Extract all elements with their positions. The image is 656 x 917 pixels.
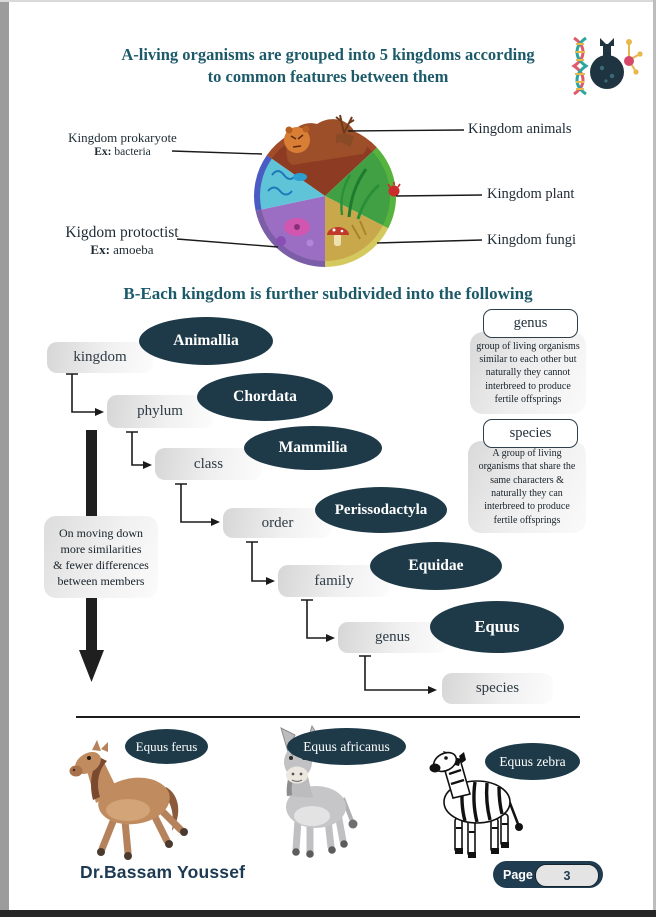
equus-africanus-label: Equus africanus [287, 728, 406, 765]
page-bottom-edge [0, 910, 656, 917]
species-definition: A group of living organisms that share the same characters & naturally they can interbreed to produce fertile offsprings [468, 441, 586, 533]
page-label: Page [503, 867, 533, 882]
five-kingdoms-pie [0, 105, 656, 283]
protoctist-title: Kigdom protoctist [65, 224, 179, 241]
protoctist-example: Ex: amoeba [90, 242, 154, 257]
page-number-badge [493, 861, 603, 888]
taxon-perissodactyla: Perissodactyla [315, 487, 447, 533]
rank-box-phylum: phylum [107, 395, 213, 428]
rank-box-order: order [223, 508, 332, 538]
label-kingdom-fungi: Kingdom fungi [487, 232, 577, 248]
rank-box-genus: genus [338, 622, 447, 653]
label-kingdom-plant: Kingdom plant [487, 186, 575, 202]
author-name: Dr.Bassam Youssef [80, 862, 246, 882]
equus-zebra-label: Equus zebra [485, 743, 580, 780]
side-note: On moving down more similarities & fewer differences between members [44, 516, 158, 598]
label-kingdom-animals: Kingdom animals [468, 121, 572, 137]
rank-box-class: class [155, 448, 262, 480]
rank-box-kingdom: kingdom [47, 342, 153, 373]
section-a-title-line1: A-living organisms are grouped into 5 kingdoms according [121, 45, 535, 64]
equus-ferus-label: Equus ferus [125, 729, 208, 764]
species-term-tab: species [483, 419, 578, 448]
taxon-mammilia: Mammilia [244, 426, 382, 470]
dna-flask-logo-icon [566, 34, 644, 100]
rank-box-species: species [442, 673, 553, 704]
section-a-title-line2: to common features between them [207, 66, 449, 86]
page-number: 3 [535, 864, 599, 887]
taxon-animallia: Animallia [139, 317, 273, 365]
page-top-edge [0, 0, 656, 2]
taxon-equidae: Equidae [370, 542, 502, 590]
genus-definition: group of living organisms similar to each other but naturally they cannot interbreed to produce fertile offsprings [470, 332, 586, 414]
section-a-title [0, 44, 656, 88]
prokaryote-title: Kingdom prokaryote [68, 130, 177, 145]
prokaryote-example: Ex: bacteria [94, 146, 151, 158]
taxon-chordata: Chordata [197, 373, 333, 421]
taxon-equus: Equus [430, 601, 564, 653]
genus-term-tab: genus [483, 309, 578, 338]
section-b-title: B-Each kingdom is further subdivided into the following [123, 284, 533, 303]
flask-icon [590, 38, 624, 89]
rank-box-family: family [278, 565, 390, 597]
molecule-icon [624, 39, 643, 75]
